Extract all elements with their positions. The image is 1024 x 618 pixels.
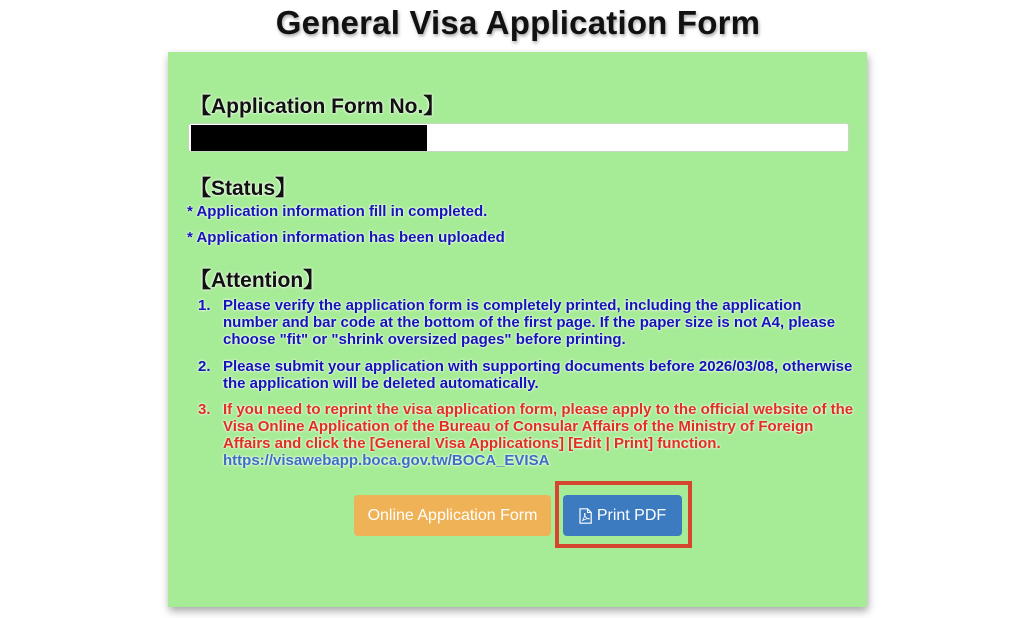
attention-item-number: 3. [198, 401, 211, 418]
application-panel [168, 52, 867, 607]
redacted-form-number [191, 125, 427, 151]
status-heading: 【Status】 [190, 177, 297, 200]
attention-item-text-wrap [223, 401, 858, 469]
boca-evisa-link[interactable]: https://visawebapp.boca.gov.tw/BOCA_EVISA [223, 452, 550, 469]
form-number-field [188, 123, 849, 152]
print-pdf-label: Print PDF [596, 506, 667, 524]
print-pdf-button[interactable] [563, 495, 682, 536]
status-line-fill-completed: * Application information fill in completed. [187, 203, 488, 220]
attention-item-number: 1. [198, 297, 211, 314]
attention-item-text: If you need to reprint the visa application form, please apply to the official website of the Visa Online Application of the Bureau of Consular Affairs of the Ministry of Foreign Affairs and click the [General Visa Applications] [Edit | Print] function. [223, 401, 854, 452]
page-title: General Visa Application Form [275, 4, 761, 41]
form-number-heading: 【Application Form No.】 [190, 95, 445, 118]
attention-item-number: 2. [198, 358, 211, 375]
online-application-form-button[interactable]: Online Application Form [354, 495, 551, 536]
attention-item-text: Please verify the application form is completely printed, including the application number and bar code at the bottom of the first page. If the paper size is not A4, please choose "fit" or "shrink oversized pages" before printing. [223, 297, 836, 348]
pdf-file-icon [579, 508, 592, 524]
attention-item-1 [198, 297, 858, 348]
attention-item-2 [198, 358, 858, 392]
status-line-uploaded: * Application information has been uploaded [187, 229, 505, 246]
attention-item-3 [198, 401, 858, 469]
attention-heading: 【Attention】 [190, 269, 325, 292]
attention-item-text: Please submit your application with supporting documents before 2026/03/08, otherwise the application will be deleted automatically. [223, 358, 853, 392]
